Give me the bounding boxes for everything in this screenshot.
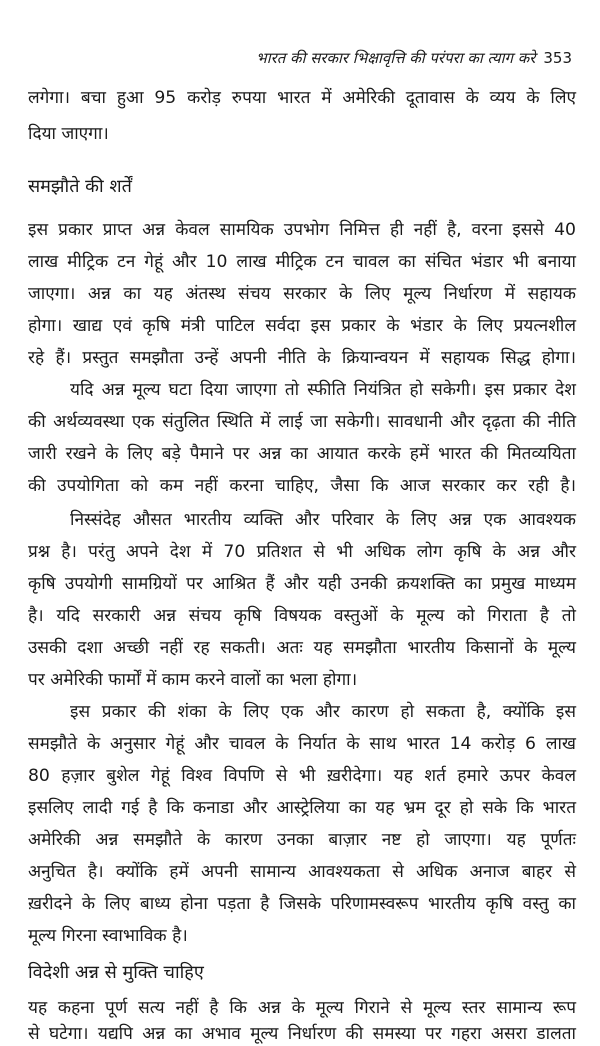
text-line: से घटेगा। यद्यपि अन्न का अभाव मूल्य निर्धारण की समस्या पर गहरा असरा डालता [28, 1024, 576, 1044]
text-line: इसलिए लादी गई है कि कनाडा और आस्ट्रेलिया का यह भ्रम दूर हो सके कि भारत [28, 798, 576, 818]
section-heading: विदेशी अन्न से मुक्ति चाहिए [28, 962, 204, 983]
text-line: 80 हज़ार बुशेल गेहूं विश्व विपणि से भी ख़रीदेगा। यह शर्त हमारे ऊपर केवल [28, 766, 576, 786]
text-line: कृषि उपयोगी सामग्रियों पर आश्रित हैं और यही उनकी क्रयशक्ति का प्रमुख माध्यम [28, 574, 576, 594]
text-line: दिया जाएगा। [28, 124, 109, 144]
running-head-title: भारत की सरकार भिक्षावृत्ति की परंपरा का त्याग करे [256, 49, 536, 67]
running-head [256, 48, 572, 68]
text-line: की उपयोगिता को कम नहीं करना चाहिए, जैसा कि आज सरकार कर रही है। [28, 476, 576, 496]
text-line: प्रश्न है। परंतु अपने देश में 70 प्रतिशत से भी अधिक लोग कृषि के अन्न और [28, 542, 576, 562]
text-line: पर अमेरिकी फार्मों में काम करने वालों का भला होगा। [28, 670, 358, 690]
text-line: लाख मीट्रिक टन गेहूं और 10 लाख मीट्रिक टन चावल का संचित भंडार भी बनाया [28, 252, 576, 272]
text-line: मूल्य गिरना स्वाभाविक है। [28, 926, 188, 946]
text-line: रहे हैं। प्रस्तुत समझौता उन्हें अपनी नीति के क्रियान्वयन में सहायक सिद्ध होगा। [28, 348, 576, 368]
text-line: जाएगा। अन्न का यह अंतस्थ संचय सरकार के लिए मूल्य निर्धारण में सहायक [28, 284, 576, 304]
text-line: जारी रखने के लिए बड़े पैमाने पर अन्न का आयात करके हमें भारत की मितव्ययिता [28, 444, 576, 464]
text-line: अमेरिकी अन्न समझौते के कारण उनका बाज़ार नष्ट हो जाएगा। यह पूर्णतः [28, 830, 576, 850]
page-number: 353 [543, 49, 572, 67]
text-line: लगेगा। बचा हुआ 95 करोड़ रुपया भारत में अमेरिकी दूतावास के व्यय के लिए [28, 88, 576, 108]
text-line: होगा। खाद्य एवं कृषि मंत्री पाटिल सर्वदा इस प्रकार के भंडार के लिए प्रयत्नशील [28, 316, 576, 336]
text-line: ख़रीदने के लिए बाध्य होना पड़ता है जिसके परिणामस्वरूप भारतीय कृषि वस्तु का [28, 894, 576, 914]
text-line: है। यदि सरकारी अन्न संचय कृषि विषयक वस्तुओं के मूल्य को गिराता है तो [28, 606, 576, 626]
section-heading: समझौते की शर्तें [28, 176, 132, 197]
text-line: अनुचित है। क्योंकि हमें अपनी सामान्य आवश्यकता से अधिक अनाज बाहर से [28, 862, 576, 882]
text-line: निस्संदेह औसत भारतीय व्यक्ति और परिवार के लिए अन्न एक आवश्यक [70, 510, 576, 530]
text-line: उसकी दशा अच्छी नहीं रह सकती। अतः यह समझौता भारतीय किसानों के मूल्य [28, 638, 576, 658]
text-line: यदि अन्न मूल्य घटा दिया जाएगा तो स्फीति नियंत्रित हो सकेगी। इस प्रकार देश [70, 380, 576, 400]
text-line: इस प्रकार प्राप्त अन्न केवल सामयिक उपभोग निमित्त ही नहीं है, वरना इससे 40 [28, 220, 576, 240]
text-line: समझौते के अनुसार गेहूं और चावल के निर्यात के साथ भारत 14 करोड़ 6 लाख [28, 734, 576, 754]
text-line: यह कहना पूर्ण सत्य नहीं है कि अन्न के मूल्य गिराने से मूल्य स्तर सामान्य रूप [28, 998, 576, 1018]
text-line: की अर्थव्यवस्था एक संतुलित स्थिति में लाई जा सकेगी। सावधानी और दृढ़ता की नीति [28, 412, 576, 432]
text-line: इस प्रकार की शंका के लिए एक और कारण हो सकता है, क्योंकि इस [70, 702, 576, 722]
